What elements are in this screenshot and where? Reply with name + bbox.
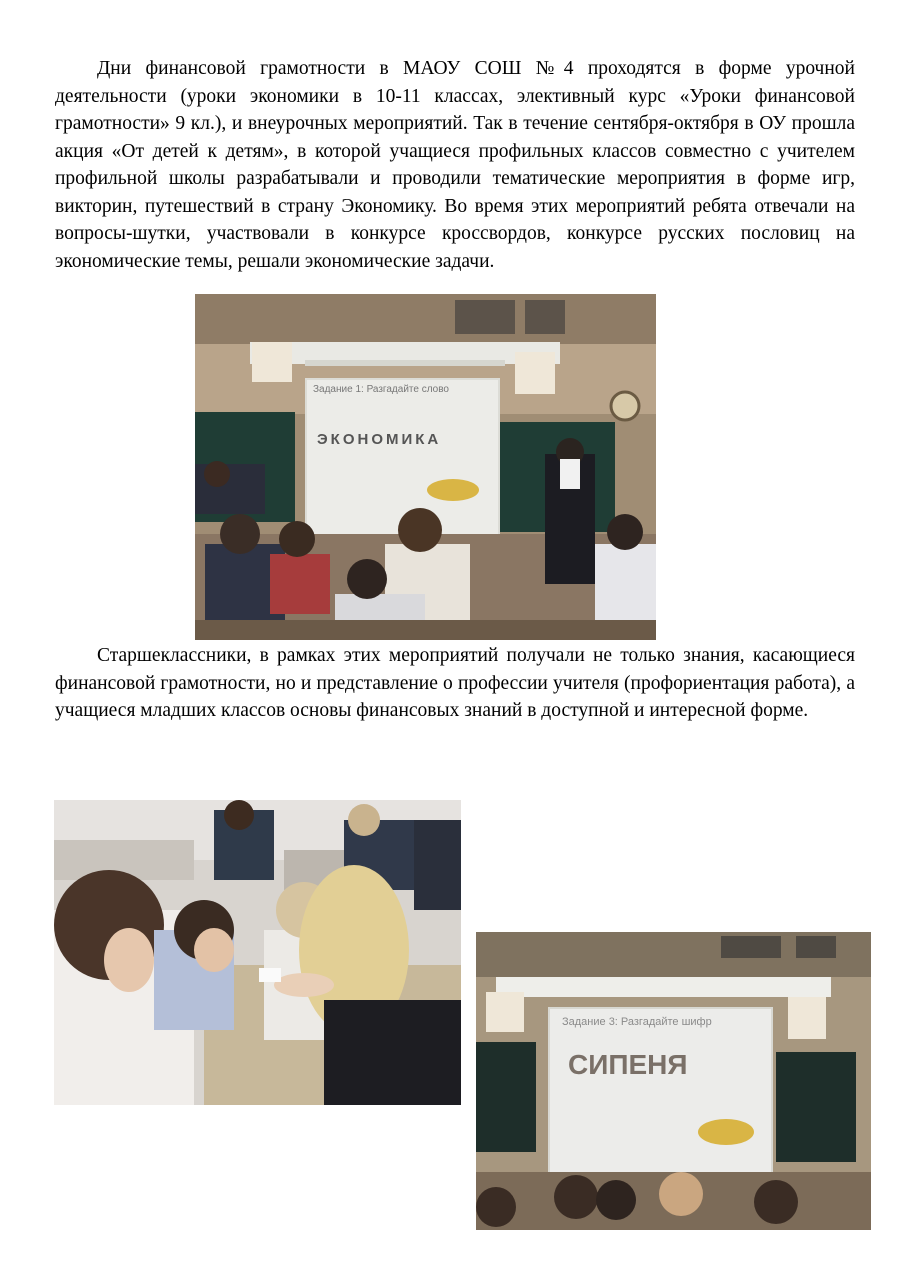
slide-title-3: Задание 3: Разгадайте шифр [562,1016,712,1028]
paragraph-conclusion: Старшеклассники, в рамках этих мероприятий получали не только знания, касающиеся финансовой грамотности, но и представление о профессии учителя (профориентация работа), а учащиеся младших классов основы финансовых знаний в доступной и интересной форме. [55,645,855,721]
paragraph-intro: Дни финансовой грамотности в МАОУ СОШ №4 проходятся в форме урочной деятельности (уроки экономики в 10-11 классах, элективный курс «Уроки финансовой грамотности» 9 кл.), и внеурочных мероприятий. Так в течение сентября-октября в ОУ прошла акция «От детей к детям», в которой учащиеся профильных классов совместно с учителем профильной школы разрабатывали и проводили тематические мероприятия в форме игр, викторин, путешествий в страну Экономику. Во время этих мероприятий ребята отвечали на вопросы-шутки, участвовали в конкурсе кроссвордов, конкурсе русских пословиц на экономические темы, решали экономические задачи. [55,58,855,272]
photo-students-group-work-image [54,800,461,1105]
slide-word-3: СИПЕНЯ [568,1049,688,1080]
slide-word-1: ЭКОНОМИКА [317,431,442,448]
photo-projector-cipher [476,932,871,1230]
photo-classroom-lesson-image [195,294,656,640]
photo-projector-cipher-image [476,932,871,1230]
photo-classroom-lesson [195,294,656,640]
photo-students-group-work [54,800,461,1105]
slide-title-1: Задание 1: Разгадайте слово [313,384,449,395]
